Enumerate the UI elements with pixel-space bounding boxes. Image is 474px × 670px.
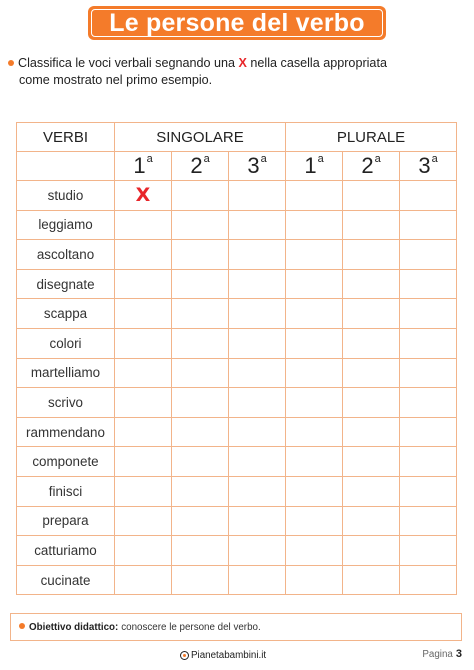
- answer-cell[interactable]: [286, 565, 343, 595]
- answer-cell[interactable]: [229, 388, 286, 418]
- answer-cell[interactable]: [115, 476, 172, 506]
- answer-cell[interactable]: [172, 536, 229, 566]
- answer-cell[interactable]: [400, 299, 457, 329]
- header-plurale: PLURALE: [286, 123, 457, 152]
- verb-label: colori: [17, 328, 115, 358]
- header-singolare: SINGOLARE: [115, 123, 286, 152]
- answer-cell[interactable]: [400, 240, 457, 270]
- person-number: 1: [133, 153, 146, 178]
- verb-label: finisci: [17, 476, 115, 506]
- person-header-plur-1: [286, 152, 343, 181]
- verb-label: disegnate: [17, 269, 115, 299]
- bullet-icon: [19, 623, 25, 629]
- answer-cell[interactable]: [343, 476, 400, 506]
- footer-page: [422, 648, 462, 660]
- answer-cell[interactable]: [172, 506, 229, 536]
- answer-cell[interactable]: [229, 565, 286, 595]
- answer-cell[interactable]: [172, 565, 229, 595]
- person-header-sing-1: [115, 152, 172, 181]
- verb-label: scappa: [17, 299, 115, 329]
- person-number-row: [17, 152, 457, 181]
- answer-cell[interactable]: [343, 417, 400, 447]
- answer-cell[interactable]: [400, 210, 457, 240]
- person-superscript: a: [260, 152, 267, 165]
- title-banner: [88, 6, 386, 40]
- table-row: [17, 269, 457, 299]
- person-number: 2: [361, 153, 374, 178]
- answer-cell[interactable]: [115, 506, 172, 536]
- instructions-line-2: come mostrato nel primo esempio.: [19, 73, 213, 87]
- bullet-icon: [8, 60, 14, 66]
- answer-cell[interactable]: [286, 417, 343, 447]
- objective-label: Obiettivo didattico:: [29, 621, 119, 633]
- answer-cell[interactable]: [172, 476, 229, 506]
- answer-cell[interactable]: [229, 476, 286, 506]
- objective-box: [10, 613, 462, 641]
- table-row: [17, 328, 457, 358]
- page-title: Le persone del verbo: [109, 8, 365, 37]
- answer-cell[interactable]: [400, 565, 457, 595]
- answer-cell[interactable]: [343, 269, 400, 299]
- instructions-line-1: [8, 55, 468, 72]
- answer-cell[interactable]: [229, 240, 286, 270]
- answer-cell[interactable]: [400, 328, 457, 358]
- table-row: [17, 210, 457, 240]
- answer-cell[interactable]: [286, 210, 343, 240]
- answer-cell[interactable]: [286, 447, 343, 477]
- answer-cell[interactable]: [115, 447, 172, 477]
- example-x-mark: X: [135, 183, 151, 206]
- answer-cell[interactable]: [400, 388, 457, 418]
- answer-cell[interactable]: [172, 328, 229, 358]
- answer-cell[interactable]: [229, 536, 286, 566]
- answer-cell[interactable]: [286, 536, 343, 566]
- answer-cell[interactable]: [343, 447, 400, 477]
- answer-cell[interactable]: [343, 358, 400, 388]
- answer-cell[interactable]: [343, 536, 400, 566]
- page-label: Pagina: [422, 649, 453, 660]
- verb-label: ascoltano: [17, 240, 115, 270]
- table-row: [17, 417, 457, 447]
- answer-cell[interactable]: [343, 565, 400, 595]
- answer-cell[interactable]: [115, 328, 172, 358]
- person-superscript: a: [203, 152, 210, 165]
- answer-cell[interactable]: [229, 299, 286, 329]
- footer-logo: [180, 650, 266, 661]
- answer-cell[interactable]: [343, 210, 400, 240]
- table-row: [17, 358, 457, 388]
- answer-cell[interactable]: [400, 417, 457, 447]
- person-empty-cell: [17, 152, 115, 181]
- answer-cell[interactable]: [115, 240, 172, 270]
- person-number: 3: [247, 153, 260, 178]
- verb-label: prepara: [17, 506, 115, 536]
- objective-text: conoscere le persone del verbo.: [121, 621, 261, 633]
- answer-cell[interactable]: [400, 476, 457, 506]
- answer-cell[interactable]: [172, 358, 229, 388]
- page-number: 3: [455, 648, 462, 660]
- person-superscript: a: [431, 152, 438, 165]
- answer-cell[interactable]: [115, 565, 172, 595]
- answer-cell[interactable]: [115, 536, 172, 566]
- answer-cell[interactable]: [172, 181, 229, 211]
- verb-label: componete: [17, 447, 115, 477]
- answer-cell[interactable]: [400, 269, 457, 299]
- answer-cell[interactable]: [115, 210, 172, 240]
- answer-cell[interactable]: [400, 447, 457, 477]
- answer-cell[interactable]: [229, 328, 286, 358]
- person-number: 1: [304, 153, 317, 178]
- answer-cell[interactable]: [229, 210, 286, 240]
- answer-cell[interactable]: [229, 181, 286, 211]
- answer-cell[interactable]: [115, 358, 172, 388]
- answer-cell[interactable]: [172, 210, 229, 240]
- answer-cell[interactable]: [229, 358, 286, 388]
- answer-cell[interactable]: [115, 269, 172, 299]
- table-row: [17, 506, 457, 536]
- person-superscript: a: [374, 152, 381, 165]
- answer-cell[interactable]: [172, 269, 229, 299]
- verb-label: studio: [17, 181, 115, 211]
- answer-cell[interactable]: [343, 299, 400, 329]
- person-superscript: a: [317, 152, 324, 165]
- person-header-sing-2: [172, 152, 229, 181]
- answer-cell[interactable]: [286, 299, 343, 329]
- answer-cell[interactable]: [115, 299, 172, 329]
- person-header-plur-2: [343, 152, 400, 181]
- answer-cell[interactable]: [115, 388, 172, 418]
- verb-label: catturiamo: [17, 536, 115, 566]
- answer-cell[interactable]: [343, 240, 400, 270]
- person-number: 3: [418, 153, 431, 178]
- table-row: [17, 388, 457, 418]
- answer-cell[interactable]: [286, 476, 343, 506]
- verb-label: rammendano: [17, 417, 115, 447]
- answer-cell[interactable]: [172, 388, 229, 418]
- answer-cell[interactable]: [343, 388, 400, 418]
- answer-cell[interactable]: [286, 240, 343, 270]
- table-row: [17, 476, 457, 506]
- verb-table: [16, 122, 457, 595]
- answer-cell[interactable]: [115, 181, 172, 211]
- verb-label: cucinate: [17, 565, 115, 595]
- header-verbi: VERBI: [17, 123, 115, 152]
- person-number: 2: [190, 153, 203, 178]
- answer-cell[interactable]: [400, 506, 457, 536]
- footer-site: Pianetabambini.it: [191, 650, 267, 661]
- answer-cell[interactable]: [115, 417, 172, 447]
- verb-label: leggiamo: [17, 210, 115, 240]
- table-row: [17, 447, 457, 477]
- answer-cell[interactable]: [343, 328, 400, 358]
- answer-cell[interactable]: [172, 417, 229, 447]
- answer-cell[interactable]: [343, 506, 400, 536]
- answer-cell[interactable]: [229, 506, 286, 536]
- answer-cell[interactable]: [286, 269, 343, 299]
- instructions-text-before: Classifica le voci verbali segnando una: [18, 56, 236, 70]
- answer-cell[interactable]: [229, 269, 286, 299]
- answer-cell[interactable]: [172, 447, 229, 477]
- answer-cell[interactable]: [286, 181, 343, 211]
- answer-cell[interactable]: [172, 299, 229, 329]
- answer-cell[interactable]: [286, 358, 343, 388]
- answer-cell[interactable]: [286, 328, 343, 358]
- person-header-sing-3: [229, 152, 286, 181]
- table-row: [17, 299, 457, 329]
- table-row: [17, 240, 457, 270]
- x-mark-inline: X: [238, 56, 247, 70]
- answer-cell[interactable]: [286, 388, 343, 418]
- table-row: [17, 565, 457, 595]
- planet-logo-icon: [180, 651, 189, 660]
- answer-cell[interactable]: [400, 358, 457, 388]
- table-row: [17, 181, 457, 211]
- instructions: [8, 55, 468, 89]
- person-header-plur-3: [400, 152, 457, 181]
- table-row: [17, 536, 457, 566]
- verb-label: scrivo: [17, 388, 115, 418]
- answer-cell[interactable]: [172, 240, 229, 270]
- answer-cell[interactable]: [400, 181, 457, 211]
- answer-cell[interactable]: [286, 506, 343, 536]
- answer-cell[interactable]: [343, 181, 400, 211]
- person-superscript: a: [146, 152, 153, 165]
- verb-label: martelliamo: [17, 358, 115, 388]
- answer-cell[interactable]: [229, 417, 286, 447]
- instructions-text-after: nella casella appropriata: [250, 56, 387, 70]
- table-header-row: [17, 123, 457, 152]
- answer-cell[interactable]: [400, 536, 457, 566]
- answer-cell[interactable]: [229, 447, 286, 477]
